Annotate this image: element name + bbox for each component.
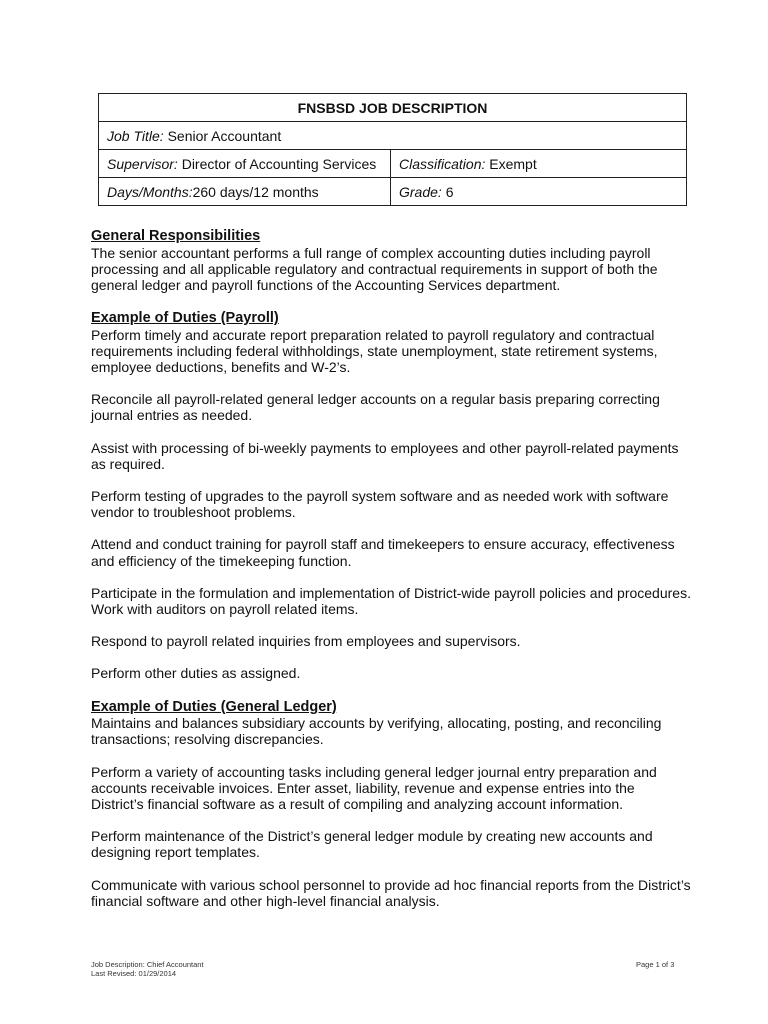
footer-job-description: Job Description: Chief Accountant (91, 960, 204, 969)
grade-value: 6 (445, 183, 454, 200)
grade-label: Grade: (399, 183, 442, 200)
job-title-cell (99, 122, 687, 150)
ledger-duty-item: Perform maintenance of the District’s general ledger module by creating new accounts and designing report templates. (91, 828, 653, 861)
classification-label: Classification: (399, 155, 486, 172)
payroll-duty-item: Respond to payroll related inquiries from employees and supervisors. (91, 633, 521, 650)
payroll-duty-item: Participate in the formulation and implementation of District-wide payroll policies and procedures. Work with auditors on payroll related items. (91, 584, 691, 618)
job-title-label: Job Title: (107, 127, 164, 144)
table-row (99, 122, 687, 150)
payroll-duty-item: Assist with processing of bi-weekly payments to employees and other payroll-related payments as required. (91, 439, 679, 472)
table-row (99, 94, 687, 122)
payroll-duty-item: Perform timely and accurate report preparation related to payroll regulatory and contractual requirements including federal withholdings, state unemployment, state retirement systems, employee deductions, benefits and W-2’s. (91, 326, 658, 376)
footer-left (91, 960, 204, 978)
general-responsibilities-heading: General Responsibilities (91, 228, 261, 244)
days-months-cell (99, 178, 391, 206)
ledger-duty-item: Maintains and balances subsidiary accounts by verifying, allocating, posting, and reconciling transactions; resolving discrepancies. (91, 715, 662, 748)
payroll-duties-heading: Example of Duties (Payroll) (91, 310, 279, 327)
table-row (99, 178, 687, 206)
job-description-table (98, 93, 687, 206)
classification-cell (391, 150, 687, 178)
payroll-duty-item: Perform testing of upgrades to the payroll system software and as needed work with software vendor to troubleshoot problems. (91, 488, 669, 521)
supervisor-cell (99, 150, 391, 178)
job-title-value: Senior Accountant (167, 127, 282, 144)
days-months-label: Days/Months: (107, 183, 193, 200)
supervisor-label: Supervisor: (107, 155, 178, 172)
document-title: FNSBSD JOB DESCRIPTION (99, 94, 687, 122)
payroll-duty-item: Attend and conduct training for payroll staff and timekeepers to ensure accuracy, effectiveness and efficiency of the timekeeping function. (91, 536, 675, 569)
grade-cell (391, 178, 687, 206)
days-months-value: 260 days/12 months (192, 183, 319, 200)
page-number: Page 1 of 3 (636, 960, 675, 969)
payroll-duty-item: Perform other duties as assigned. (91, 665, 301, 682)
classification-value: Exempt (489, 155, 537, 172)
ledger-duties-heading: Example of Duties (General Ledger) (91, 698, 337, 715)
ledger-duty-item: Communicate with various school personnel to provide ad hoc financial reports from the District’s financial software and other high-level financial analysis. (91, 876, 691, 909)
supervisor-value: Director of Accounting Services (181, 155, 377, 172)
table-row (99, 150, 687, 178)
document-body (91, 228, 691, 909)
payroll-duty-item: Reconcile all payroll-related general ledger accounts on a regular basis preparing correcting journal entries as needed. (91, 391, 660, 424)
ledger-duty-item: Perform a variety of accounting tasks including general ledger journal entry preparation and accounts receivable invoices. Enter asset, liability, revenue and expense entries into the District’s financial software as a result of compiling and analyzing account information. (91, 763, 657, 812)
footer-last-revised: Last Revised: 01/29/2014 (91, 969, 177, 978)
general-responsibilities-text: The senior accountant performs a full range of complex accounting duties including payroll processing and all applicable regulatory and contractual requirements in support of both the general ledger and payroll functions of the Accounting Services department. (91, 244, 658, 293)
